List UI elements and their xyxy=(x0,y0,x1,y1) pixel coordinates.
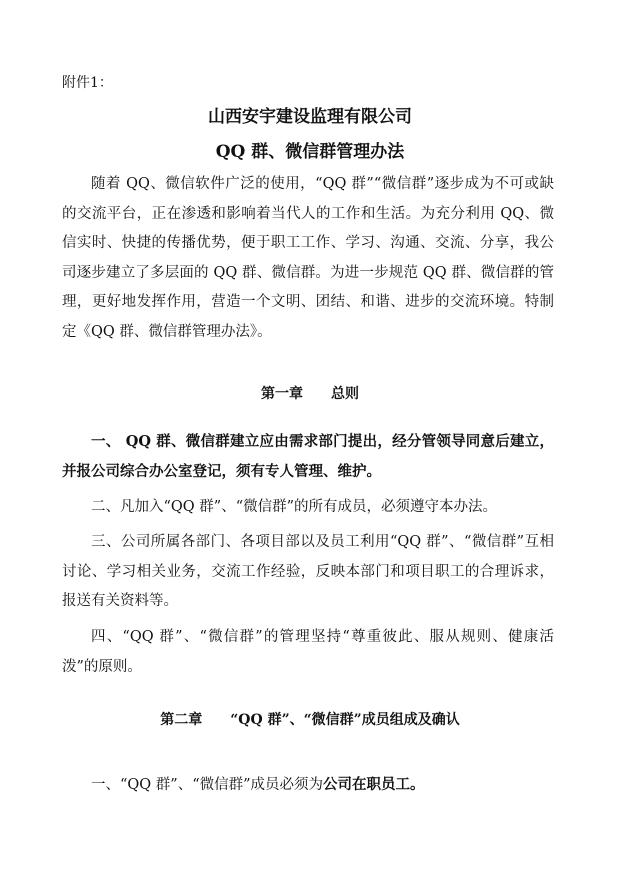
chapter-2-item-1-emphasis: 公司在职员工。 xyxy=(323,776,425,793)
chapter-2-item-1 xyxy=(62,770,554,801)
chapter-2-item-1-text: 一、“QQ 群”、“微信群”成员必须为 xyxy=(91,777,324,793)
chapter-1-item-2: 二、凡加入“QQ 群”、“微信群”的所有成员，必须遵守本办法。 xyxy=(91,499,498,515)
chapter-1-number: 第一章 xyxy=(261,386,303,402)
chapter-1-item-3: 三、公司所属各部门、各项目部以及员工利用“QQ 群”、“微信群”互相讨论、学习相关业务，交流工作经验，反映本部门和项目职工的合理诉求，报送有关资料等。 xyxy=(62,534,554,609)
company-title: 山西安宇建设监理有限公司 xyxy=(208,107,412,127)
chapter-2-heading xyxy=(0,711,620,729)
document-title: QQ 群、微信群管理办法 xyxy=(215,142,405,162)
attachment-label: 附件1： xyxy=(62,75,113,91)
chapter-2-name: “QQ 群”、“微信群”成员组成及确认 xyxy=(230,712,460,728)
chapter-1-heading xyxy=(0,385,620,403)
chapter-2-number: 第二章 xyxy=(160,712,203,728)
chapter-1-item-4: 四、“QQ 群”、“微信群”的管理坚持“尊重彼此、服从规则、健康活泼”的原则。 xyxy=(62,629,554,675)
intro-paragraph: 随着 QQ、微信软件广泛的使用，“QQ 群”“微信群”逐步成为不可或缺的交流平台，正在渗透和影响着当代人的工作和生活。为充分利用 QQ、微信实时、快捷的传播优势，便于职工工作、学习、沟通、交流、分享，我公司逐步建立了多层面的 QQ 群、微信群。为进一步规范 QQ 群、微信群的管理，更好地发挥作用，营造一个文明、团结、和谐、进步的交流环境。特制定《QQ 群、微信群管理办法》。 xyxy=(62,176,554,340)
chapter-1-item-1: 一、 QQ 群、微信群建立应由需求部门提出，经分管领导同意后建立，并报公司综合办公室登记，须有专人管理、维护。 xyxy=(62,433,554,480)
chapter-1-name: 总则 xyxy=(331,386,359,402)
